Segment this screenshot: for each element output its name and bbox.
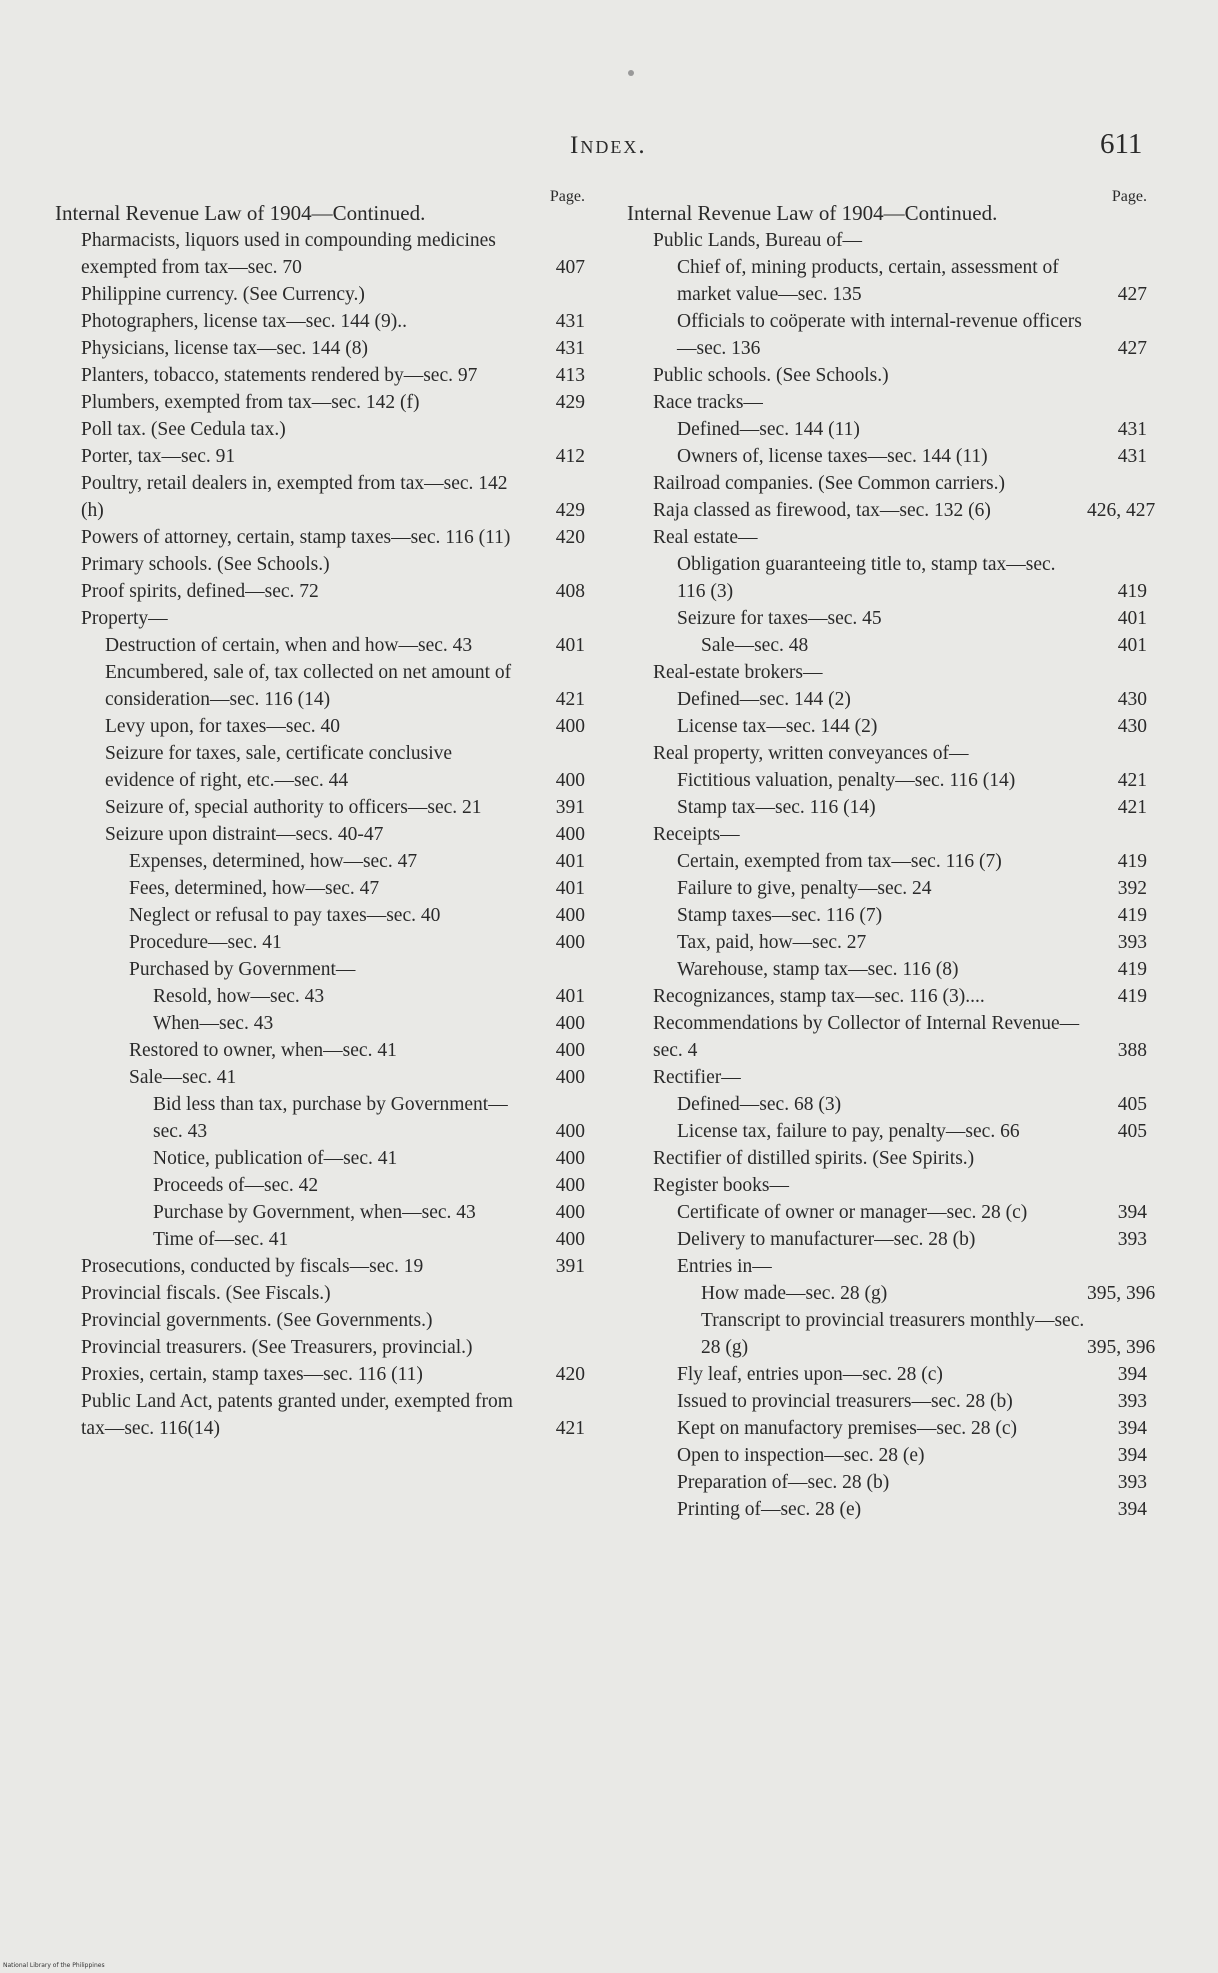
entry-text: Encumbered, sale of, tax collected on net amount of consideration—sec. 116 (14) (105, 662, 512, 710)
entry-text: Officials to coöperate with internal-revenue officers—sec. 136 (677, 311, 1082, 359)
entry-page: 426, 427 (1087, 500, 1156, 521)
index-entry (55, 1226, 585, 1253)
entry-page: 419 (1117, 986, 1147, 1007)
entry-text: Planters, tobacco, statements rendered by—sec. 97 (81, 365, 478, 386)
index-entry (627, 1199, 1147, 1226)
index-entry (55, 605, 585, 632)
entry-page: 405 (1117, 1121, 1147, 1142)
entry-page: 394 (1117, 1364, 1147, 1385)
index-entry (55, 1361, 585, 1388)
entry-page: 391 (555, 797, 585, 818)
entry-text: Warehouse, stamp tax—sec. 116 (8) (677, 959, 959, 980)
entry-text: Printing of—sec. 28 (e) (677, 1499, 862, 1520)
index-entry (627, 254, 1147, 308)
entry-text: Real-estate brokers— (653, 662, 823, 683)
entry-page: 420 (555, 1364, 585, 1385)
entry-text: Kept on manufactory premises—sec. 28 (c) (677, 1418, 1018, 1439)
index-entry (627, 362, 1147, 389)
entry-text: Property— (81, 608, 168, 629)
entry-page: 421 (1117, 797, 1147, 818)
index-entry (627, 1280, 1156, 1307)
entry-page: 395, 396 (1087, 1337, 1156, 1358)
entry-text: Prosecutions, conducted by fiscals—sec. 19 (81, 1256, 424, 1277)
right-entries (627, 227, 1156, 1523)
index-entry (55, 281, 585, 308)
entry-page: 412 (555, 446, 585, 467)
index-entry (55, 308, 585, 335)
index-entry (55, 443, 585, 470)
entry-page: 429 (555, 392, 585, 413)
entry-text: Public Land Act, patents granted under, exempted from tax—sec. 116(14) (81, 1391, 513, 1439)
entry-text: Register books— (653, 1175, 789, 1196)
entry-text: Railroad companies. (See Common carriers.) (653, 473, 1005, 494)
index-entry (55, 956, 585, 983)
entry-page: 400 (555, 905, 585, 926)
entry-page: 400 (555, 716, 585, 737)
index-entry (55, 1037, 585, 1064)
entry-text: License tax, failure to pay, penalty—sec. 66 (677, 1121, 1020, 1142)
entry-text: Failure to give, penalty—sec. 24 (677, 878, 932, 899)
entry-text: Fictitious valuation, penalty—sec. 116 (14) (677, 770, 1016, 791)
entry-page: 400 (555, 1175, 585, 1196)
entry-text: Purchase by Government, when—sec. 43 (153, 1202, 476, 1223)
index-entry (627, 632, 1147, 659)
entry-page: 431 (555, 338, 585, 359)
entry-text: Stamp taxes—sec. 116 (7) (677, 905, 883, 926)
entry-text: Tax, paid, how—sec. 27 (677, 932, 867, 953)
index-entry (627, 659, 1147, 686)
index-entry (627, 983, 1147, 1010)
entry-text: Neglect or refusal to pay taxes—sec. 40 (129, 905, 441, 926)
index-entry (55, 794, 585, 821)
entry-text: Primary schools. (See Schools.) (81, 554, 330, 575)
entry-page: 393 (1117, 1391, 1147, 1412)
entry-text: Notice, publication of—sec. 41 (153, 1148, 398, 1169)
index-entry (627, 1442, 1147, 1469)
entry-page: 419 (1117, 905, 1147, 926)
entry-text: Certain, exempted from tax—sec. 116 (7) (677, 851, 1002, 872)
entry-text: Sale—sec. 48 (701, 635, 809, 656)
index-entry (627, 470, 1147, 497)
entry-page: 431 (1117, 419, 1147, 440)
entry-text: Poll tax. (See Cedula tax.) (81, 419, 286, 440)
running-title: Index. (570, 132, 647, 159)
index-entry (55, 227, 585, 281)
index-entry (55, 470, 585, 524)
entry-text: Seizure of, special authority to officers—sec. 21 (105, 797, 482, 818)
entry-text: Powers of attorney, certain, stamp taxes—sec. 116 (11) (81, 527, 511, 548)
entry-text: Sale—sec. 41 (129, 1067, 237, 1088)
index-entry (627, 1496, 1147, 1523)
entry-page: 394 (1117, 1418, 1147, 1439)
index-entry (627, 1388, 1147, 1415)
entry-text: Bid less than tax, purchase by Government—sec. 43 (153, 1094, 508, 1142)
right-page-label: Page. (1111, 188, 1147, 205)
entry-page: 393 (1117, 1229, 1147, 1250)
entry-text: Time of—sec. 41 (153, 1229, 289, 1250)
entry-text: Fees, determined, how—sec. 47 (129, 878, 380, 899)
entry-page: 427 (1117, 338, 1147, 359)
entry-page: 419 (1117, 851, 1147, 872)
index-entry (627, 605, 1147, 632)
entry-text: Philippine currency. (See Currency.) (81, 284, 365, 305)
index-entry (55, 1388, 585, 1442)
index-entry (627, 1010, 1147, 1064)
entry-text: Chief of, mining products, certain, assessment of market value—sec. 135 (677, 257, 1059, 305)
entry-text: Recommendations by Collector of Internal Revenue—sec. 4 (653, 1013, 1080, 1061)
left-entries (55, 227, 585, 1442)
entry-text: Defined—sec. 144 (11) (677, 419, 860, 440)
entry-page: 400 (555, 1202, 585, 1223)
entry-page: 400 (555, 1040, 585, 1061)
entry-text: Real estate— (653, 527, 758, 548)
entry-page: 400 (555, 1121, 585, 1142)
page-number: 611 (1100, 128, 1143, 160)
index-entry (55, 1199, 585, 1226)
entry-page: 421 (555, 689, 585, 710)
entry-page: 401 (555, 878, 585, 899)
entry-text: Obligation guaranteeing title to, stamp tax—sec. 116 (3) (677, 554, 1056, 602)
entry-page: 408 (555, 581, 585, 602)
entry-page: 429 (555, 500, 585, 521)
index-entry (55, 1172, 585, 1199)
entry-page: 419 (1117, 959, 1147, 980)
index-entry (55, 1280, 585, 1307)
entry-text: Open to inspection—sec. 28 (e) (677, 1445, 925, 1466)
index-entry (55, 1334, 585, 1361)
index-entry (627, 1226, 1147, 1253)
entry-text: Rectifier— (653, 1067, 741, 1088)
entry-text: Entries in— (677, 1256, 772, 1277)
index-entry (627, 848, 1147, 875)
index-entry (55, 578, 585, 605)
entry-page: 400 (555, 932, 585, 953)
entry-text: When—sec. 43 (153, 1013, 274, 1034)
index-entry (55, 335, 585, 362)
entry-text: Resold, how—sec. 43 (153, 986, 325, 1007)
left-column (55, 188, 585, 1442)
entry-page: 400 (555, 824, 585, 845)
entry-page: 421 (1117, 770, 1147, 791)
entry-text: Poultry, retail dealers in, exempted from tax—sec. 142 (h) (81, 473, 508, 521)
entry-page: 394 (1117, 1499, 1147, 1520)
entry-page: 427 (1117, 284, 1147, 305)
entry-page: 421 (555, 1418, 585, 1439)
entry-page: 388 (1117, 1040, 1147, 1061)
right-column (627, 188, 1156, 1523)
page-speck (628, 70, 634, 76)
entry-text: Provincial governments. (See Governments.) (81, 1310, 433, 1331)
entry-text: Public Lands, Bureau of— (653, 230, 863, 251)
index-entry (55, 416, 585, 443)
entry-page: 400 (555, 1067, 585, 1088)
entry-text: Restored to owner, when—sec. 41 (129, 1040, 397, 1061)
entry-page: 420 (555, 527, 585, 548)
left-page-label: Page. (549, 188, 585, 205)
entry-page: 400 (555, 1148, 585, 1169)
index-entry (627, 794, 1147, 821)
index-entry (627, 308, 1147, 362)
index-entry (627, 767, 1147, 794)
entry-text: Provincial treasurers. (See Treasurers, provincial.) (81, 1337, 473, 1358)
entry-text: Rectifier of distilled spirits. (See Spirits.) (653, 1148, 975, 1169)
index-entry (627, 551, 1147, 605)
right-heading: Internal Revenue Law of 1904—Continued. (627, 201, 998, 225)
entry-text: Photographers, license tax—sec. 144 (9).. (81, 311, 407, 332)
entry-text: Certificate of owner or manager—sec. 28 (c) (677, 1202, 1028, 1223)
entry-text: Delivery to manufacturer—sec. 28 (b) (677, 1229, 976, 1250)
entry-text: Stamp tax—sec. 116 (14) (677, 797, 876, 818)
entry-text: Purchased by Government— (129, 959, 356, 980)
entry-page: 419 (1117, 581, 1147, 602)
index-entry (627, 1361, 1147, 1388)
entry-text: Proof spirits, defined—sec. 72 (81, 581, 319, 602)
index-entry (627, 524, 1147, 551)
entry-text: Issued to provincial treasurers—sec. 28 (b) (677, 1391, 1013, 1412)
index-entry (55, 1253, 585, 1280)
entry-page: 401 (1117, 608, 1147, 629)
page-header (0, 128, 1218, 168)
entry-text: Fly leaf, entries upon—sec. 28 (c) (677, 1364, 943, 1385)
index-entry (627, 1307, 1156, 1361)
index-entry (627, 929, 1147, 956)
entry-text: Procedure—sec. 41 (129, 932, 282, 953)
entry-text: Owners of, license taxes—sec. 144 (11) (677, 446, 988, 467)
entry-page: 401 (555, 986, 585, 1007)
index-entry (627, 956, 1147, 983)
entry-page: 392 (1117, 878, 1147, 899)
entry-page: 394 (1117, 1445, 1147, 1466)
index-entry (55, 875, 585, 902)
index-entry (627, 389, 1147, 416)
index-entry (55, 632, 585, 659)
entry-page: 393 (1117, 932, 1147, 953)
index-entry (627, 713, 1147, 740)
entry-text: Pharmacists, liquors used in compounding medicines exempted from tax—sec. 70 (81, 230, 496, 278)
index-entry (627, 821, 1147, 848)
index-entry (55, 740, 585, 794)
entry-text: Destruction of certain, when and how—sec. 43 (105, 635, 473, 656)
index-entry (627, 1091, 1147, 1118)
left-heading: Internal Revenue Law of 1904—Continued. (55, 201, 426, 225)
entry-text: Recognizances, stamp tax—sec. 116 (3).... (653, 986, 985, 1007)
index-entry (627, 875, 1147, 902)
entry-page: 394 (1117, 1202, 1147, 1223)
entry-text: Defined—sec. 144 (2) (677, 689, 851, 710)
entry-text: Levy upon, for taxes—sec. 40 (105, 716, 341, 737)
entry-text: Real property, written conveyances of— (653, 743, 969, 764)
entry-text: Receipts— (653, 824, 740, 845)
entry-page: 431 (555, 311, 585, 332)
index-entry (55, 1064, 585, 1091)
index-entry (55, 551, 585, 578)
entry-page: 401 (1117, 635, 1147, 656)
entry-text: Race tracks— (653, 392, 763, 413)
index-entry (55, 1145, 585, 1172)
index-entry (55, 362, 585, 389)
index-entry (55, 1307, 585, 1334)
index-entry (627, 1145, 1147, 1172)
entry-page: 401 (555, 851, 585, 872)
entry-text: Plumbers, exempted from tax—sec. 142 (f) (81, 392, 420, 413)
index-entry (55, 929, 585, 956)
entry-text: How made—sec. 28 (g) (701, 1283, 888, 1304)
entry-page: 391 (555, 1256, 585, 1277)
entry-text: Porter, tax—sec. 91 (81, 446, 236, 467)
entry-page: 395, 396 (1087, 1283, 1156, 1304)
index-entry (55, 848, 585, 875)
index-entry (627, 902, 1147, 929)
entry-page: 413 (555, 365, 585, 386)
index-entry (55, 1010, 585, 1037)
index-entry (627, 1172, 1147, 1199)
index-entry (627, 1415, 1147, 1442)
entry-text: Seizure for taxes, sale, certificate conclusive evidence of right, etc.—sec. 44 (105, 743, 453, 791)
index-entry (627, 416, 1147, 443)
index-entry (627, 1469, 1147, 1496)
entry-text: Public schools. (See Schools.) (653, 365, 889, 386)
entry-page: 400 (555, 1013, 585, 1034)
index-entry (55, 659, 585, 713)
entry-text: Proxies, certain, stamp taxes—sec. 116 (11) (81, 1364, 423, 1385)
entry-page: 400 (555, 1229, 585, 1250)
index-entry (627, 1118, 1147, 1145)
entry-text: Raja classed as firewood, tax—sec. 132 (6) (653, 500, 991, 521)
index-entry (627, 227, 1147, 254)
index-entry (627, 443, 1147, 470)
entry-page: 431 (1117, 446, 1147, 467)
index-entry (627, 740, 1147, 767)
entry-text: Preparation of—sec. 28 (b) (677, 1472, 890, 1493)
entry-text: Physicians, license tax—sec. 144 (8) (81, 338, 369, 359)
entry-text: Provincial fiscals. (See Fiscals.) (81, 1283, 331, 1304)
entry-text: Expenses, determined, how—sec. 47 (129, 851, 418, 872)
entry-page: 401 (555, 635, 585, 656)
entry-page: 430 (1117, 716, 1147, 737)
entry-text: Seizure for taxes—sec. 45 (677, 608, 882, 629)
entry-page: 405 (1117, 1094, 1147, 1115)
entry-text: Proceeds of—sec. 42 (153, 1175, 319, 1196)
entry-page: 393 (1117, 1472, 1147, 1493)
entry-text: License tax—sec. 144 (2) (677, 716, 878, 737)
index-entry (55, 1091, 585, 1145)
entry-page: 430 (1117, 689, 1147, 710)
index-entry (55, 524, 585, 551)
index-entry (627, 1064, 1147, 1091)
index-entry (627, 1253, 1147, 1280)
entry-text: Transcript to provincial treasurers monthly—sec. 28 (g) (701, 1310, 1085, 1358)
entry-text: Seizure upon distraint—secs. 40-47 (105, 824, 384, 845)
index-entry (627, 686, 1147, 713)
index-entry (55, 713, 585, 740)
index-entry (55, 902, 585, 929)
entry-text: Defined—sec. 68 (3) (677, 1094, 842, 1115)
entry-page: 400 (555, 770, 585, 791)
footer-credit: National Library of the Philippines (3, 1962, 105, 1969)
entry-page: 407 (555, 257, 585, 278)
index-entry (627, 497, 1156, 524)
index-entry (55, 389, 585, 416)
index-entry (55, 983, 585, 1010)
index-entry (55, 821, 585, 848)
